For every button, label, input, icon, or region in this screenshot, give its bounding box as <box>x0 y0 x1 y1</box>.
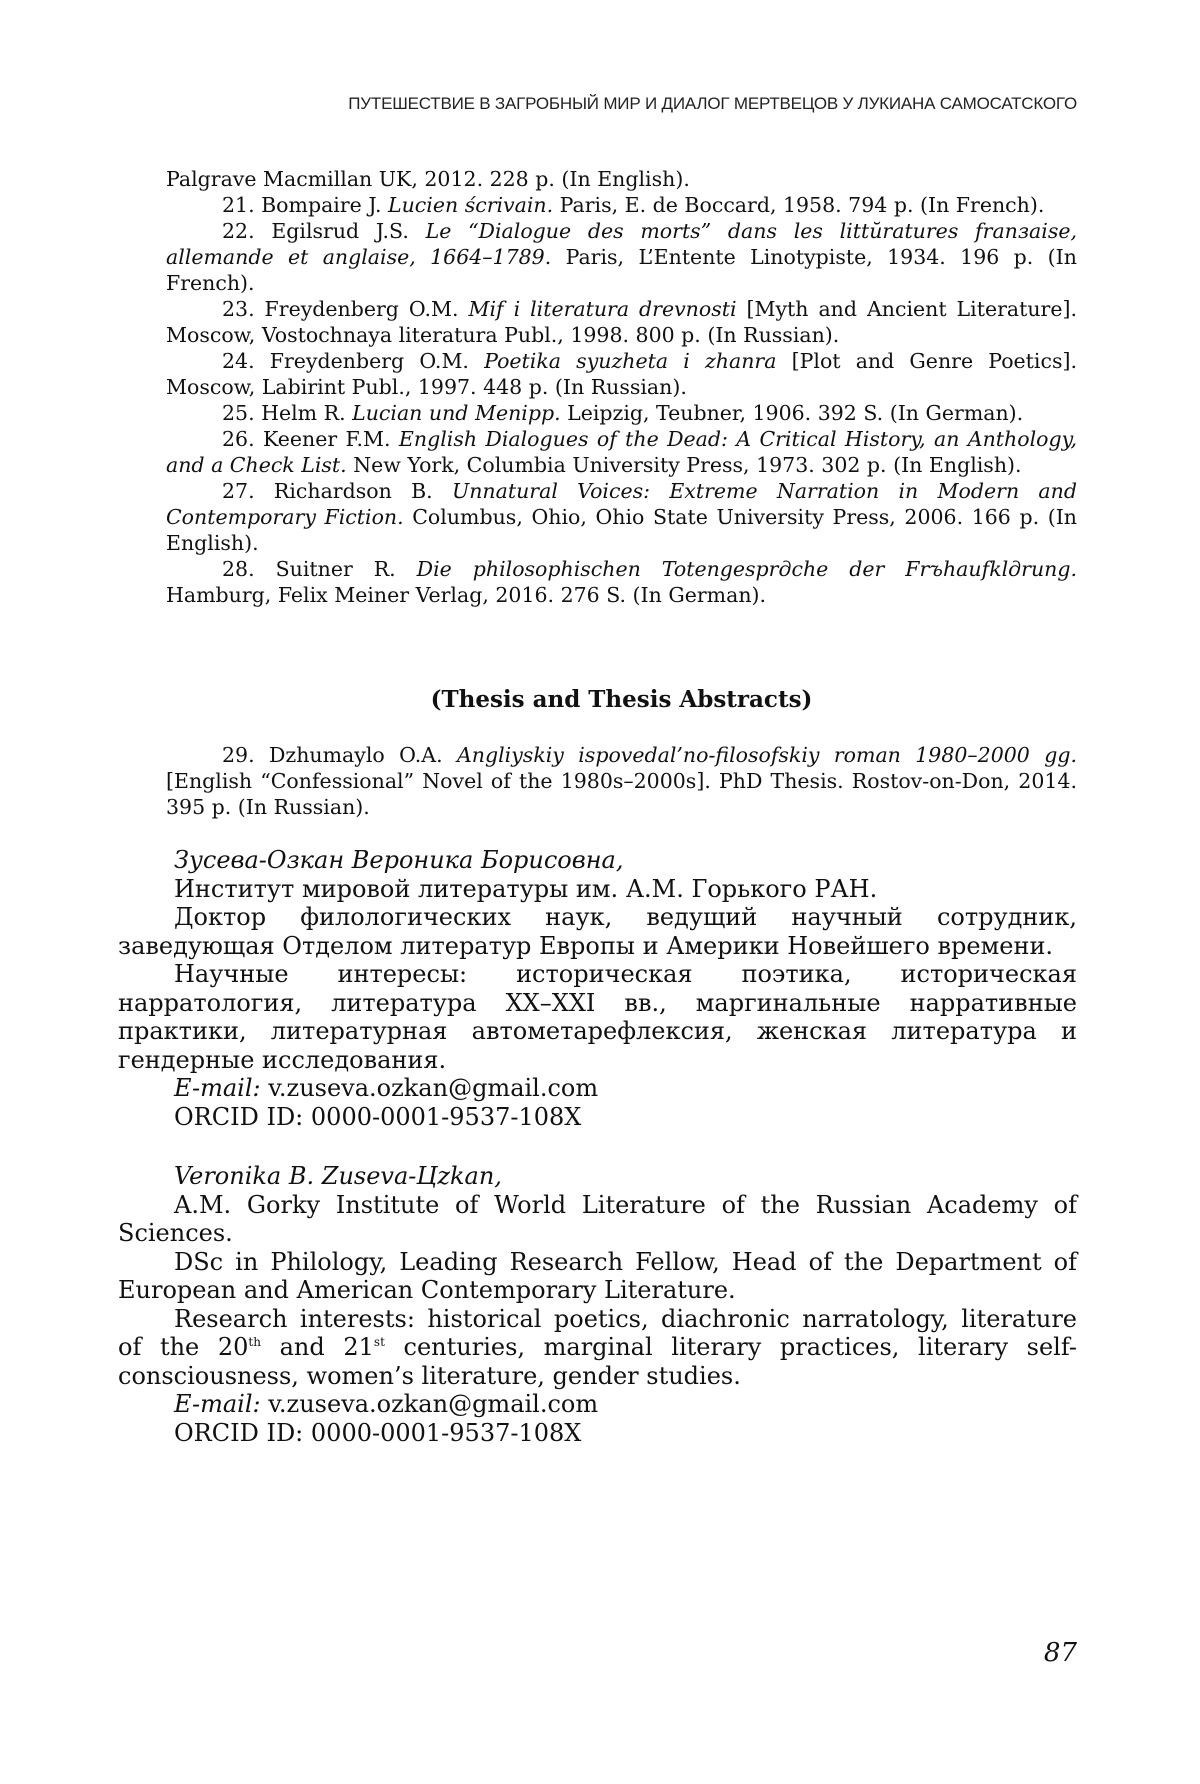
author-name <box>118 846 1077 875</box>
reference-26 <box>166 426 1077 478</box>
ref-details: [Plot and Genre Poetics]. Moscow, Labirint Publ., 1997. 448 p. (In Russian). <box>166 349 1077 399</box>
ref-details: Columbus, Ohio, Ohio State University Press, 2006. 166 p. (In English). <box>166 505 1078 555</box>
reference-25 <box>166 400 1077 426</box>
reference-continuation: Palgrave Macmillan UK, 2012. 228 p. (In English). <box>166 167 690 191</box>
author-orcid: ORCID ID: 0000-0001-9537-108X <box>174 1102 582 1131</box>
ref-title: English Dialogues of the Dead: A Critical History, an Anthology, and a Check List. <box>166 427 1077 477</box>
author-orcid: ORCID ID: 0000-0001-9537-108X <box>174 1418 582 1447</box>
ref-authors: 29. Dzhumaylo O.A. <box>222 743 457 767</box>
ref-authors: 22. Egilsrud J.S. <box>222 219 426 243</box>
ref-details: New York, Columbia University Press, 1973. 302 p. (In English). <box>346 453 1022 477</box>
ref-title: Lucien ścrivain. <box>387 193 554 217</box>
ref-details: Leipzig, Teubner, 1906. 392 S. (In German). <box>560 401 1024 425</box>
page-number: 87 <box>1043 1638 1077 1668</box>
ref-title: Mif i literatura drevnosti <box>468 297 737 321</box>
ref-title: Unnatural Voices: Extreme Narration in Modern and Contemporary Fiction. <box>166 479 1077 529</box>
interests-text: and 21 <box>260 1333 374 1361</box>
interests-text: centuries, marginal literary practices, literary self-consciousness, women’s literature, gender studies. <box>118 1333 1077 1390</box>
author-interests <box>118 1305 1077 1391</box>
author-email <box>118 1074 1077 1103</box>
reference-29 <box>166 742 1077 820</box>
reference-21 <box>166 192 1077 218</box>
reference-28 <box>166 556 1077 608</box>
author-institute: Институт мировой литературы им. А.М. Горького РАН. <box>174 874 878 903</box>
ref-authors: 27. Richardson B. <box>222 479 452 503</box>
ref-authors: 25. Helm R. <box>222 401 353 425</box>
ref-authors: 24. Freydenberg O.M. <box>222 349 485 373</box>
section-heading: (Thesis and Thesis Abstracts) <box>430 686 813 713</box>
reference-24 <box>166 348 1077 400</box>
ref-authors: 26. Keener F.M. <box>222 427 399 451</box>
ref-details: Paris, L’Entente Linotypiste, 1934. 196 p. (In French). <box>166 245 1077 295</box>
interests-text: Research interests: historical poetics, diachronic narratology, literature of the 20 <box>118 1304 1077 1361</box>
thesis-reference-list <box>166 742 1077 820</box>
ref-details: Hamburg, Felix Meiner Verlag, 2016. 276 S. (In German). <box>166 583 767 607</box>
reference-23 <box>166 296 1077 348</box>
author-info-english <box>118 1162 1077 1447</box>
author-email <box>118 1390 1077 1419</box>
author-name-text: Veronika B. Zuseva-Цzkan, <box>174 1162 502 1190</box>
author-interests: Научные интересы: историческая поэтика, историческая нарратология, литература XX–XXI вв., маргинальные нарративные практики, литературная автометарефлексия, женская литература и гендерные исследования. <box>118 960 1077 1074</box>
ref-details: Paris, E. de Boccard, 1958. 794 p. (In French). <box>553 193 1045 217</box>
reference-list <box>166 166 1077 608</box>
ref-details: [English “Confessional” Novel of the 1980s–2000s]. PhD Thesis. Rostov-on-Don, 2014. 395 p. (In Russian). <box>166 769 1077 819</box>
email-label: E-mail: <box>174 1074 261 1102</box>
ref-authors: 28. Suitner R. <box>222 557 417 581</box>
ordinal-suffix: st <box>373 1335 385 1349</box>
ref-title: Angliyskiy ispovedal’no-filosofskiy roman 1980–2000 gg. <box>456 743 1077 767</box>
running-head: ПУТЕШЕСТВИЕ В ЗАГРОБНЫЙ МИР И ДИАЛОГ МЕРТВЕЦОВ У ЛУКИАНА САМОСАТСКОГО <box>348 94 1077 113</box>
ref-title: Die philosophischen Totengesprдche der Frъhaufklдrung. <box>416 557 1078 581</box>
ref-authors: 23. Freydenberg O.M. <box>222 297 469 321</box>
author-position: Доктор филологических наук, ведущий научный сотрудник, заведующая Отделом литератур Европы и Америки Новейшего времени. <box>118 903 1077 960</box>
reference-27 <box>166 478 1077 556</box>
ref-details: [Myth and Ancient Literature]. Moscow, Vostochnaya literatura Publ., 1998. 800 p. (In Russian). <box>166 297 1077 347</box>
author-name-text: Зусева-Озкан Вероника Борисовна, <box>174 846 624 874</box>
author-position: DSc in Philology, Leading Research Fellow, Head of the Department of European and American Contemporary Literature. <box>118 1247 1077 1304</box>
ref-title: Lucian und Menipp. <box>352 401 561 425</box>
ordinal-suffix: th <box>248 1335 261 1349</box>
author-name <box>118 1162 1077 1191</box>
ref-title: Le “Dialogue des morts” dans les littŭratures franзaise, allemande et anglaise, 1664–1789. <box>166 219 1078 269</box>
email-address[interactable]: v.zuseva.ozkan@gmail.com <box>260 1074 599 1102</box>
ref-authors: 21. Bompaire J. <box>222 193 388 217</box>
ref-title: Poetika syuzheta i zhanra <box>484 349 777 373</box>
author-info-russian <box>118 846 1077 1131</box>
reference-22 <box>166 218 1077 296</box>
author-institute: A.M. Gorky Institute of World Literature of the Russian Academy of Sciences. <box>118 1190 1077 1247</box>
email-address[interactable]: v.zuseva.ozkan@gmail.com <box>260 1390 599 1418</box>
email-label: E-mail: <box>174 1390 261 1418</box>
